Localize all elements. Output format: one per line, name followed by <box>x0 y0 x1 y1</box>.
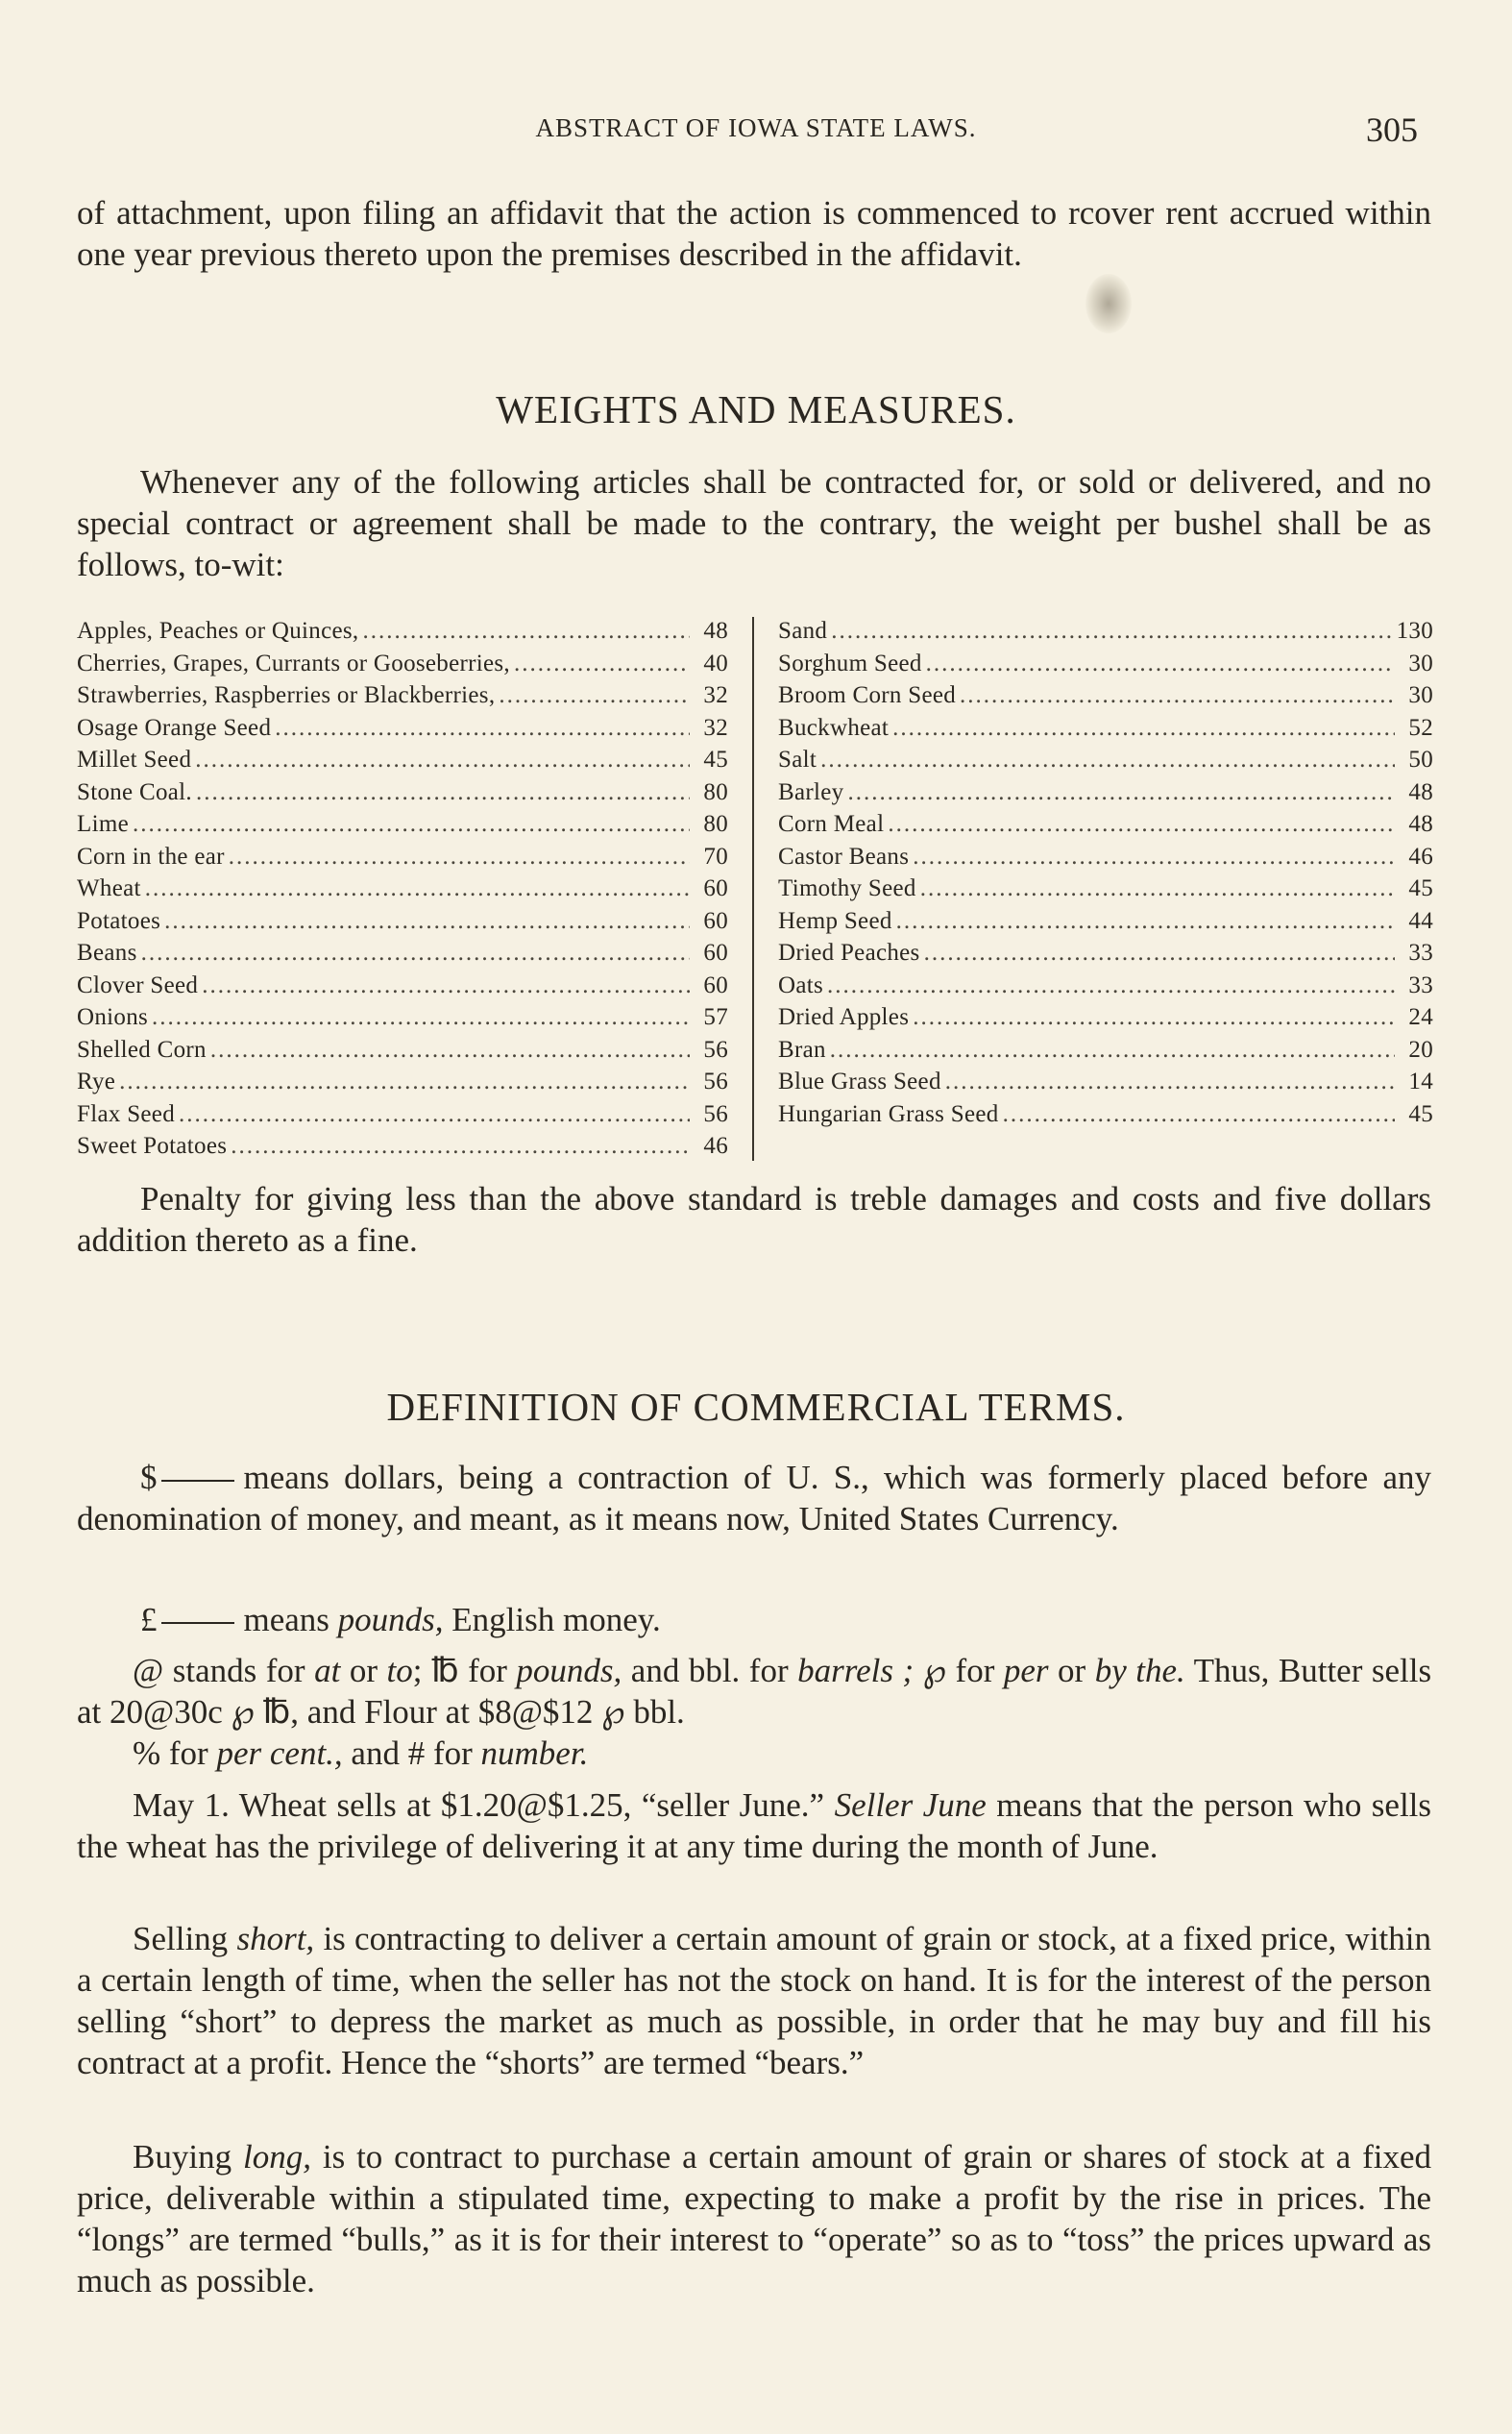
pound-definition <box>77 1599 1431 1640</box>
short-text-1: Selling <box>133 1920 229 1957</box>
dollar-definition <box>77 1457 1431 1539</box>
pounds-per-bushel: 57 <box>703 1004 728 1030</box>
at-text-2: or <box>349 1652 378 1689</box>
article-name: Beans <box>77 940 137 966</box>
dollar-symbol: $ <box>140 1459 158 1496</box>
pounds-per-bushel: 45 <box>1408 1100 1433 1127</box>
article-name: Sweet Potatoes <box>77 1133 228 1159</box>
leader-dots <box>888 808 1395 841</box>
leader-dots <box>164 905 690 938</box>
article-name: Broom Corn Seed <box>778 682 957 708</box>
weight-row <box>778 615 1433 648</box>
leader-dots <box>499 679 690 712</box>
leader-dots <box>179 1098 690 1131</box>
may-definition <box>77 1784 1431 1867</box>
article-name: Timothy Seed <box>778 875 916 901</box>
weight-row <box>77 937 728 970</box>
weight-row <box>778 937 1433 970</box>
leader-dots <box>229 841 690 873</box>
at-text-4: and bbl. for <box>630 1652 789 1689</box>
weight-row <box>77 808 728 841</box>
article-name: Clover Seed <box>77 971 199 998</box>
weight-row <box>778 841 1433 873</box>
leader-dots <box>827 970 1395 1002</box>
article-name: Oats <box>778 971 824 998</box>
intro-paragraph: of attachment, upon filing an affidavit that the action is commenced to rcover rent accrued within one year previous thereto upon the premises described in the affidavit. <box>77 194 1431 273</box>
weight-row <box>778 970 1433 1002</box>
dollar-text: means dollars, being a contraction of U. S., which was formerly placed before any denomination of money, and meant, as it means now, United States Currency. <box>77 1459 1431 1537</box>
weight-row <box>778 776 1433 809</box>
leader-dots <box>195 744 690 776</box>
pounds-per-bushel: 48 <box>1408 778 1433 805</box>
pounds-per-bushel: 32 <box>703 714 728 741</box>
penalty-paragraph: Penalty for giving less than the above standard is treble damages and costs and five dollars addition thereto as a fine. <box>77 1180 1431 1259</box>
percent-italic-1: per cent., <box>216 1734 343 1772</box>
at-text-3: ; ℔ for <box>412 1652 507 1689</box>
percent-text-2: and # for <box>351 1734 473 1772</box>
at-text-5: ℘ for <box>922 1652 995 1689</box>
may-text-2: means that the person who sells the wheat has the privilege of delivering it at any time during the month of June. <box>77 1786 1432 1865</box>
weight-row <box>77 970 728 1002</box>
percent-text-1: % for <box>133 1734 208 1772</box>
leader-dots <box>362 615 690 648</box>
leader-dots <box>831 615 1392 648</box>
short-italic: short, <box>236 1920 315 1957</box>
pounds-per-bushel: 56 <box>703 1100 728 1127</box>
pound-post: English money. <box>451 1601 661 1638</box>
weight-row <box>778 1034 1433 1067</box>
leader-dots <box>514 648 690 680</box>
article-name: Onions <box>77 1004 149 1030</box>
pounds-per-bushel: 45 <box>1408 875 1433 901</box>
leader-dots <box>830 1034 1395 1067</box>
weight-row <box>778 648 1433 680</box>
at-italic-5: per <box>1003 1652 1049 1689</box>
commercial-heading: DEFINITION OF COMMERCIAL TERMS. <box>386 1385 1126 1429</box>
percent-definition <box>77 1733 1431 1774</box>
article-name: Lime <box>77 811 129 837</box>
article-name: Dried Apples <box>778 1004 910 1030</box>
at-italic-6: by the. <box>1094 1652 1185 1689</box>
weight-row <box>778 873 1433 905</box>
pounds-per-bushel: 45 <box>703 747 728 773</box>
at-italic-2: to <box>386 1652 413 1689</box>
pound-symbol: £ <box>140 1601 158 1638</box>
at-definition <box>77 1650 1431 1733</box>
leader-dots <box>210 1034 690 1067</box>
article-name: Shelled Corn <box>77 1036 207 1063</box>
leader-dots <box>913 1001 1395 1034</box>
weight-row <box>77 1066 728 1098</box>
article-name: Barley <box>778 778 844 805</box>
pounds-per-bushel: 80 <box>703 811 728 837</box>
pound-pre: means <box>243 1601 329 1638</box>
article-name: Corn Meal <box>778 811 885 837</box>
article-name: Flax Seed <box>77 1100 175 1127</box>
weight-row <box>77 712 728 745</box>
pounds-per-bushel: 48 <box>1408 811 1433 837</box>
weight-row <box>778 808 1433 841</box>
article-name: Millet Seed <box>77 747 192 773</box>
pounds-per-bushel: 46 <box>703 1133 728 1159</box>
leader-dots <box>926 648 1395 680</box>
long-text-2: is to contract to purchase a certain amount of grain or shares of stock at a fixed price, deliverable within a stipulated time, expecting to make a profit by the rise in prices. The “longs” are termed “bulls,” as it is for their interest to “operate” so as to “toss” the prices upward as much as possible. <box>77 2138 1432 2299</box>
article-name: Sand <box>778 618 828 644</box>
weight-row <box>77 1001 728 1034</box>
weights-left-column <box>77 615 728 1163</box>
definition-dash <box>161 1480 234 1482</box>
weight-row <box>77 615 728 648</box>
weight-row <box>778 1098 1433 1131</box>
article-name: Buckwheat <box>778 714 890 741</box>
weights-intro: Whenever any of the following articles shall be contracted for, or sold or delivered, and no special contract or agreement shall be made to the contrary, the weight per bushel shall be as follows, to-wit: <box>77 463 1431 583</box>
article-name: Rye <box>77 1069 116 1094</box>
pounds-per-bushel: 40 <box>703 650 728 676</box>
weight-row <box>778 744 1433 776</box>
weights-right-column <box>778 615 1433 1130</box>
leader-dots <box>133 808 690 841</box>
long-text-1: Buying <box>133 2138 232 2176</box>
at-italic-4: barrels ; <box>797 1652 915 1689</box>
pounds-per-bushel: 56 <box>703 1036 728 1063</box>
weights-heading: WEIGHTS AND MEASURES. <box>496 387 1016 431</box>
weight-row <box>77 841 728 873</box>
leader-dots <box>920 873 1395 905</box>
article-name: Hemp Seed <box>778 907 892 934</box>
leader-dots <box>231 1130 690 1163</box>
weight-row <box>77 1130 728 1163</box>
weights-table <box>77 615 1433 1165</box>
pounds-per-bushel: 30 <box>1408 682 1433 708</box>
leader-dots <box>152 1001 690 1034</box>
pounds-per-bushel: 24 <box>1408 1004 1433 1030</box>
leader-dots <box>896 905 1395 938</box>
pounds-per-bushel: 60 <box>703 907 728 934</box>
definition-dash <box>161 1622 234 1624</box>
leader-dots <box>913 841 1395 873</box>
pounds-per-bushel: 30 <box>1408 650 1433 676</box>
article-name: Potatoes <box>77 907 161 934</box>
weight-row <box>778 679 1433 712</box>
weight-row <box>77 744 728 776</box>
may-text-1: May 1. Wheat sells at $1.20@$1.25, “seller June.” <box>133 1786 825 1824</box>
weight-row <box>778 905 1433 938</box>
weight-row <box>77 1034 728 1067</box>
leader-dots <box>1003 1098 1395 1131</box>
leader-dots <box>275 712 690 745</box>
article-name: Sorghum Seed <box>778 650 922 676</box>
leader-dots <box>141 937 690 970</box>
long-italic: long, <box>242 2138 311 2176</box>
pounds-per-bushel: 14 <box>1408 1069 1433 1094</box>
may-italic-1: Seller June <box>834 1786 987 1824</box>
pounds-per-bushel: 56 <box>703 1069 728 1094</box>
long-definition <box>77 2136 1431 2301</box>
article-name: Bran <box>778 1036 826 1063</box>
pounds-per-bushel: 33 <box>1408 940 1433 966</box>
article-name: Wheat <box>77 875 141 901</box>
article-name: Hungarian Grass Seed <box>778 1100 999 1127</box>
at-text-6: or <box>1058 1652 1086 1689</box>
leader-dots <box>960 679 1395 712</box>
leader-dots <box>196 776 690 809</box>
at-text-1: @ stands for <box>133 1652 305 1689</box>
leader-dots <box>892 712 1395 745</box>
pounds-per-bushel: 52 <box>1408 714 1433 741</box>
column-divider <box>752 617 754 1161</box>
pounds-per-bushel: 60 <box>703 875 728 901</box>
article-name: Cherries, Grapes, Currants or Gooseberries, <box>77 650 510 676</box>
pounds-per-bushel: 130 <box>1396 618 1433 644</box>
page-number: 305 <box>1366 111 1418 149</box>
pounds-per-bushel: 32 <box>703 682 728 708</box>
weight-row <box>778 1001 1433 1034</box>
article-name: Castor Beans <box>778 843 910 870</box>
leader-dots <box>924 937 1395 970</box>
weight-row <box>77 679 728 712</box>
leader-dots <box>945 1066 1395 1098</box>
short-definition <box>77 1918 1431 2083</box>
pounds-per-bushel: 60 <box>703 940 728 966</box>
article-name: Blue Grass Seed <box>778 1069 941 1094</box>
pounds-per-bushel: 60 <box>703 971 728 998</box>
pounds-per-bushel: 20 <box>1408 1036 1433 1063</box>
short-text-2: is contracting to deliver a certain amount of grain or stock, at a fixed price, within a certain length of time, when the seller has not the stock on hand. It is for the interest of the person selling “short” to depress the market as much as possible, in order that he may buy and fill his contract at a profit. Hence the “shorts” are termed “bears.” <box>77 1920 1432 2081</box>
pounds-per-bushel: 46 <box>1408 843 1433 870</box>
article-name: Osage Orange Seed <box>77 714 272 741</box>
percent-italic-2: number. <box>480 1734 589 1772</box>
at-italic-3: pounds, <box>516 1652 622 1689</box>
pounds-per-bushel: 48 <box>703 618 728 644</box>
ink-smudge <box>1085 274 1132 333</box>
leader-dots <box>847 776 1395 809</box>
at-text-7: Thus, Butter sells at 20@30c ℘ ℔, and Flour at $8@$12 ℘ bbl. <box>77 1652 1432 1731</box>
article-name: Strawberries, Raspberries or Blackberries, <box>77 682 496 708</box>
leader-dots <box>145 873 690 905</box>
article-name: Stone Coal. <box>77 778 192 805</box>
leader-dots <box>820 744 1395 776</box>
pounds-per-bushel: 70 <box>703 843 728 870</box>
leader-dots <box>202 970 690 1002</box>
weight-row <box>77 1098 728 1131</box>
running-title: ABSTRACT OF IOWA STATE LAWS. <box>535 113 977 142</box>
article-name: Dried Peaches <box>778 940 920 966</box>
weight-row <box>778 712 1433 745</box>
pounds-per-bushel: 44 <box>1408 907 1433 934</box>
pounds-per-bushel: 80 <box>703 778 728 805</box>
at-italic-1: at <box>314 1652 341 1689</box>
leader-dots <box>119 1066 690 1098</box>
pounds-per-bushel: 50 <box>1408 747 1433 773</box>
weight-row <box>77 776 728 809</box>
weight-row <box>77 905 728 938</box>
article-name: Salt <box>778 747 817 773</box>
article-name: Corn in the ear <box>77 843 225 870</box>
weight-row <box>77 873 728 905</box>
pound-italic: pounds, <box>337 1601 444 1638</box>
weight-row <box>77 648 728 680</box>
article-name: Apples, Peaches or Quinces, <box>77 618 359 644</box>
pounds-per-bushel: 33 <box>1408 971 1433 998</box>
weight-row <box>778 1066 1433 1098</box>
